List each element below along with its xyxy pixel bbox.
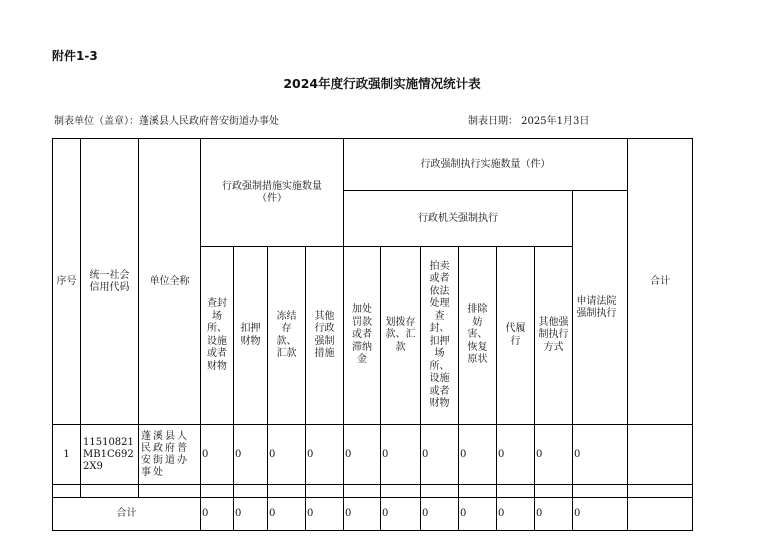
row-value: 0 (421, 425, 459, 485)
total-value: 0 (535, 498, 573, 531)
total-sum (628, 498, 693, 531)
issue-date: 制表日期： 2025年1月3日 (468, 116, 590, 127)
measure-detain-header: 扣押财物 (234, 247, 268, 425)
issuing-unit: 制表单位（盖章）：蓬溪县人民政府普安街道办事处 (54, 116, 279, 127)
exec-fine-header: 加处罚款或者滞纳金 (344, 247, 381, 425)
total-value: 0 (268, 498, 306, 531)
total-value: 0 (306, 498, 344, 531)
measure-freeze-header: 冻结存款、汇款 (268, 247, 306, 425)
total-value: 0 (344, 498, 381, 531)
row-code: 11510821MB1C6922X9 (81, 425, 139, 485)
empty-row (53, 485, 693, 498)
execution-group-header: 行政强制执行实施数量（件） (344, 139, 628, 191)
total-value: 0 (421, 498, 459, 531)
row-name: 蓬溪县人民政府普安街道办事处 (139, 425, 201, 485)
total-row (53, 498, 693, 531)
seq-header: 序号 (53, 139, 81, 425)
row-value: 0 (268, 425, 306, 485)
row-value: 0 (381, 425, 421, 485)
measures-group-header: 行政强制措施实施数量（件） (201, 139, 344, 247)
total-value: 0 (573, 498, 628, 531)
measure-seal-header: 查封场所、设施或者财物 (201, 247, 234, 425)
total-label: 合计 (53, 498, 201, 531)
row-value: 0 (535, 425, 573, 485)
row-value: 0 (497, 425, 535, 485)
annex-label: 附件1-3 (52, 49, 98, 63)
row-total (628, 425, 693, 485)
exec-auction-header: 拍卖或者依法处理查封、扣押场所、设施或者财物 (421, 247, 459, 425)
page-title: 2024年度行政强制实施情况统计表 (283, 76, 481, 91)
name-header: 单位全称 (139, 139, 201, 425)
row-seq: 1 (53, 425, 81, 485)
exec-transfer-header: 划拨存款、汇款 (381, 247, 421, 425)
code-header: 统一社会信用代码 (81, 139, 139, 425)
total-value: 0 (234, 498, 268, 531)
row-value: 0 (201, 425, 234, 485)
row-value: 0 (306, 425, 344, 485)
row-value: 0 (573, 425, 628, 485)
total-value: 0 (459, 498, 497, 531)
total-value: 0 (497, 498, 535, 531)
measure-other-header: 其他行政强制措施 (306, 247, 344, 425)
row-value: 0 (234, 425, 268, 485)
total-value: 0 (201, 498, 234, 531)
row-value: 0 (344, 425, 381, 485)
agency-group-header: 行政机关强制执行 (344, 191, 573, 247)
total-value: 0 (381, 498, 421, 531)
total-header: 合计 (628, 139, 693, 425)
row-value: 0 (459, 425, 497, 485)
exec-substitute-header: 代履行 (497, 247, 535, 425)
statistics-table (52, 138, 693, 531)
exec-remove-header: 排除妨害、恢复原状 (459, 247, 497, 425)
table-row (53, 425, 693, 485)
court-execution-header: 申请法院强制执行 (573, 191, 628, 425)
exec-other-header: 其他强制执行方式 (535, 247, 573, 425)
